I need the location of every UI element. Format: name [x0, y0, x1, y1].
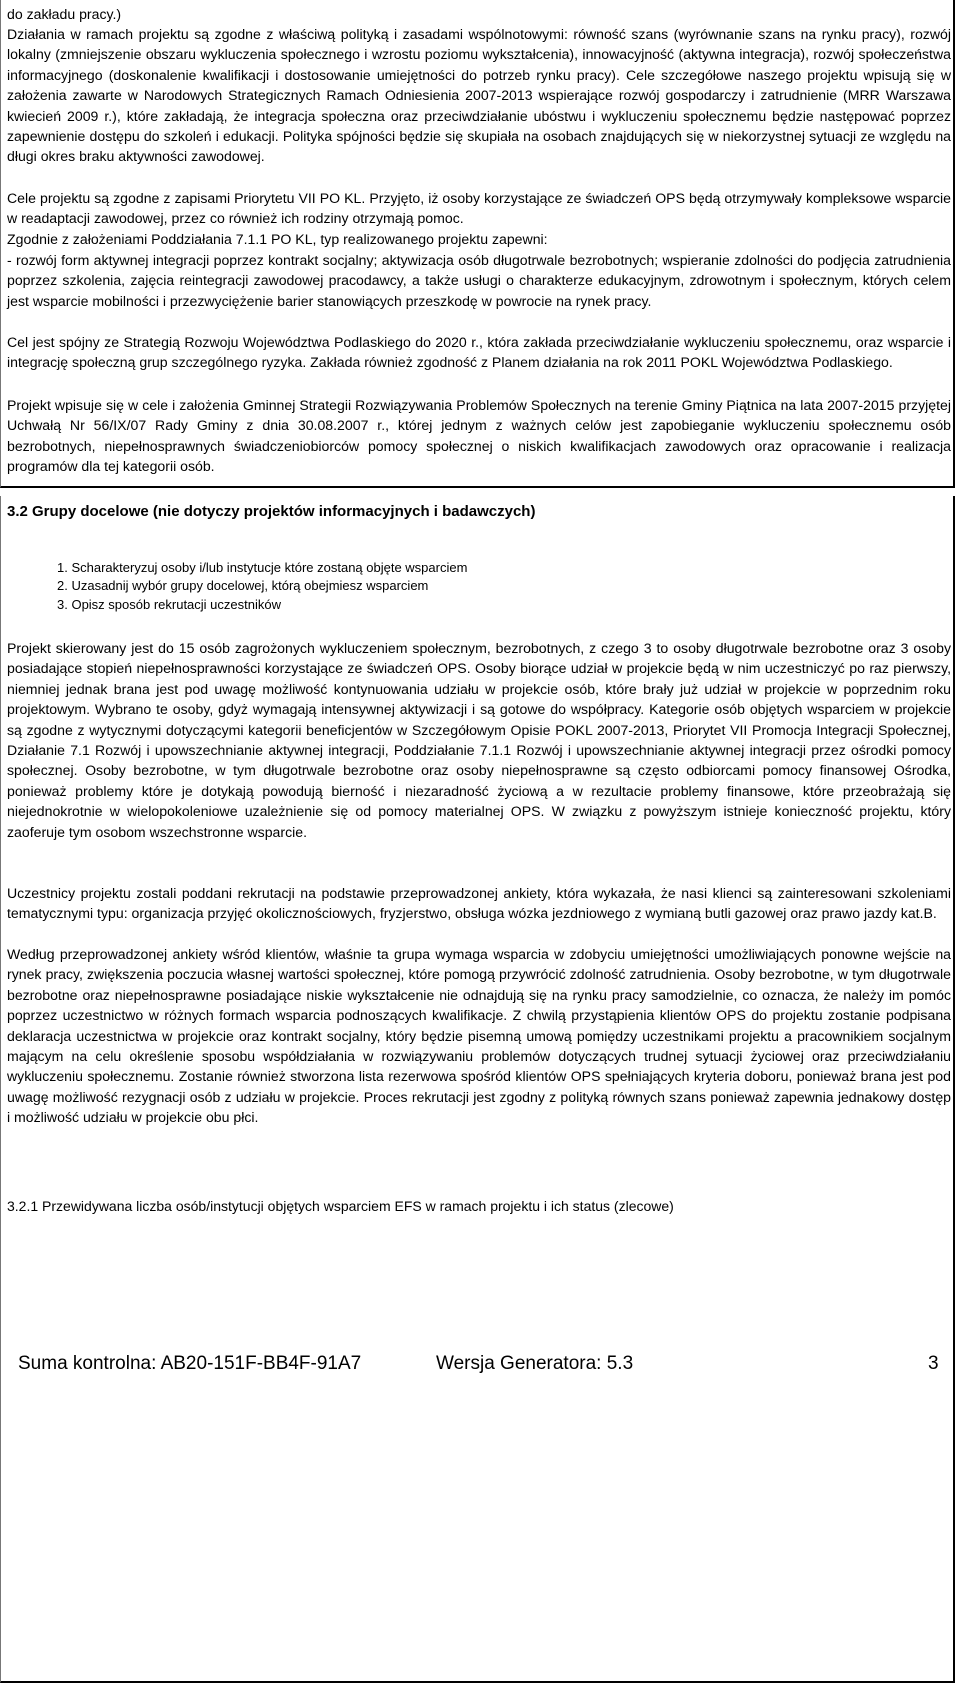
integration-forms-paragraph: - rozwój form aktywnej integracji poprzez kontrakt socjalny; aktywizacja osób długotrwale bezrobotnych; wspieranie zdolności do podjęcia zatrudnienia poprzez szkolenia, zajęcia reintegracji zawodowej pracodawcy, a także usługi o charakterze edukacyjnym, zdrowotnym i społecznym, których celem jest wsparcie mobilności i przezwyciężenie barier stanowiących przeszkodę w powrocie na rynek pracy.	[7, 252, 951, 309]
top-paragraph-line-0: do zakładu pracy.)	[7, 6, 122, 22]
recruitment-paragraph: Uczestnicy projektu zostali poddani rekrutacji na podstawie przeprowadzonej ankiety, która wykazała, że nasi klienci są zainteresowani szkoleniami tematycznymi typu: organizacja przyjęć okolicznościowych, fryzjerstwo, obsługa wózka jezdniowego z wymianą butli gazowej oraz prawo jazdy kat.B.	[7, 885, 951, 922]
subsection-heading: 3.2.1 Przewidywana liczba osób/instytucji objętych wsparciem EFS w ramach projektu i ich status (zlecowe)	[7, 1198, 674, 1214]
regional-strategy-paragraph: Cel jest spójny ze Strategią Rozwoju Województwa Podlaskiego do 2020 r., która zakłada przeciwdziałanie wykluczeniu społecznemu, oraz wsparcie i integrację społeczną grup szczególnego ryzyka. Zakłada również zgodność z Planem działania na rok 2011 POKL Województwa Podlaskiego.	[7, 334, 951, 371]
target-group-paragraph: Projekt skierowany jest do 15 osób zagrożonych wykluczeniem społecznym, bezrobotnych, z czego 3 to osoby długotrwale bezrobotne oraz 3 osoby posiadające stopień niepełnosprawności korzystające ze świadczeń OPS. Osoby biorące udział w projekcie będą w nim uczestniczyć po raz pierwszy, niemniej jednak brana jest pod uwagę możliwość kontynuowania udziału w projekcie osób, które brały już udział w projekcie w poprzednim roku projektowym. Wybrano te osoby, gdyż wymagają intensywnej aktywizacji i są gotowe do współpracy. Kategorie osób objętych wsparciem w projekcie są zgodne z wytycznymi dotyczącymi kategorii beneficjentów w Szczegółowym Opisie POKL 2007-2013, Priorytet VII Promocja Integracji Społecznej, Działanie 7.1 Rozwój i upowszechnianie aktywnej integracji, Poddziałanie 7.1.1 Rozwój i upowszechnianie aktywnej integracji przez ośrodki pomocy społecznej. Osoby bezrobotne, w tym długotrwale bezrobotne oraz osoby niepełnosprawne są często odbiorcami pomocy finansowej Ośrodka, ponieważ problemy które je dotykają powodują bierność i niezaradność życiową a w rezultacie problemy finansowe, które przeobrażają się niejednokrotnie w wielopokoleniowe uzależnienie się od pomocy materialnej OPS. W związku z powyższym istnieje konieczność projektu, który zaoferuje tym osobom wszechstronne wsparcie.	[7, 640, 951, 840]
survey-paragraph: Według przeprowadzonej ankiety wśród klientów, właśnie ta grupa wymaga wsparcia w zdobyciu umiejętności umożliwiających ponowne wejście na rynek pracy, zwiększenia poczucia własnej wartości społecznej, które pomogą przywrócić zdolność zatrudnienia. Osoby bezrobotne, w tym długotrwale bezrobotne oraz niepełnosprawne posiadające niskie wykształcenie nie odnajdują się na rynku pracy samodzielnie, co oznacza, że należy im pomóc poprzez uczestnictwo w różnych formach wsparcia podnoszących kwalifikacje. Z chwilą przystąpienia klientów OPS do projektu zostanie podpisana deklaracja uczestnictwa w projekcie oraz kontrakt socjalny, który będzie pisemną umową pomiędzy uczestnikami projektu a pracownikiem socjalnym mającym na celu określenie sposobu współdziałania w rozwiązywaniu problemów dotyczących trudnej sytuacji życiowej oraz przeciwdziałaniu wykluczeniu społecznemu. Zostanie również stworzona lista rezerwowa spośród klientów OPS spełniających kryteria doboru, ponieważ brana jest pod uwagę możliwość rezygnacji osób z udziału w projekcie. Proces rekrutacji jest zgodny z polityką równych szans ponieważ zapewnia jednakowy dostęp i możliwość udziału w projekcie obu płci.	[7, 946, 951, 1126]
footer-checksum: Suma kontrolna: AB20-151F-BB4F-91A7	[18, 1353, 362, 1374]
subaction-intro-line: Zgodnie z założeniami Poddziałania 7.1.1 PO KL, typ realizowanego projektu zapewni:	[7, 231, 548, 247]
priority-vii-paragraph: Cele projektu są zgodne z zapisami Priorytetu VII PO KL. Przyjęto, iż osoby korzystające ze świadczeń OPS będą otrzymywały kompleksowe wsparcie w readaptacji zawodowej, przez co również ich rodziny otrzymają pomoc.	[7, 190, 951, 227]
hint-item: 3. Opisz sposób rekrutacji uczestników	[57, 596, 281, 612]
hint-list	[57, 559, 467, 614]
section-heading: 3.2 Grupy docelowe (nie dotyczy projektów informacyjnych i badawczych)	[7, 503, 536, 520]
footer-generator-version: Wersja Generatora: 5.3	[436, 1353, 634, 1374]
footer-page-number: 3	[928, 1353, 939, 1374]
hint-item: 2. Uzasadnij wybór grupy docelowej, którą obejmiesz wsparciem	[57, 578, 429, 594]
policy-compliance-paragraph: Działania w ramach projektu są zgodne z właściwą polityką i zasadami wspólnotowymi: równość szans (wyrównanie szans na rynku pracy), rozwój lokalny (zmniejszenie obszaru wykluczenia społecznego i wzrostu poziomu wykształcenia), innowacyjność (aktywna integracja), rozwój społeczeństwa informacyjnego (doskonalenie kwalifikacji i dostosowanie umiejętności do potrzeb rynku pracy). Cele szczegółowe naszego projektu wpisują się w założenia zawarte w Narodowych Strategicznych Ramach Odniesienia 2007-2013 wspierające rozwój gospodarczy i zatrudnienie (MRR Warszawa kwiecień 2009 r.), które zakładają, że integracja społeczna oraz przeciwdziałanie ubóstwu i wykluczeniu społecznemu będzie następować poprzez zapewnienie dostępu do szkoleń i edukacji. Polityka spójności będzie się skupiała na osobach znajdujących się w niekorzystnej sytuacji ze względu na długi okres braku aktywności zawodowej.	[7, 26, 951, 165]
municipal-strategy-paragraph: Projekt wpisuje się w cele i założenia Gminnej Strategii Rozwiązywania Problemów Społecznych na terenie Gminy Piątnica na lata 2007-2015 przyjętej Uchwałą Nr 56/IX/07 Rady Gminy z dnia 30.08.2007 r., której jednym z ważnych celów jest zapobieganie wykluczeniu społecznemu osób bezrobotnych, niepełnosprawnych świadczeniobiorców pomocy społecznej o niskich kwalifikacjach zawodowych oraz opracowanie i realizacja programów dla tej kategorii osób.	[7, 397, 951, 475]
hint-item: 1. Scharakteryzuj osoby i/lub instytucje które zostaną objęte wsparciem	[57, 560, 468, 575]
